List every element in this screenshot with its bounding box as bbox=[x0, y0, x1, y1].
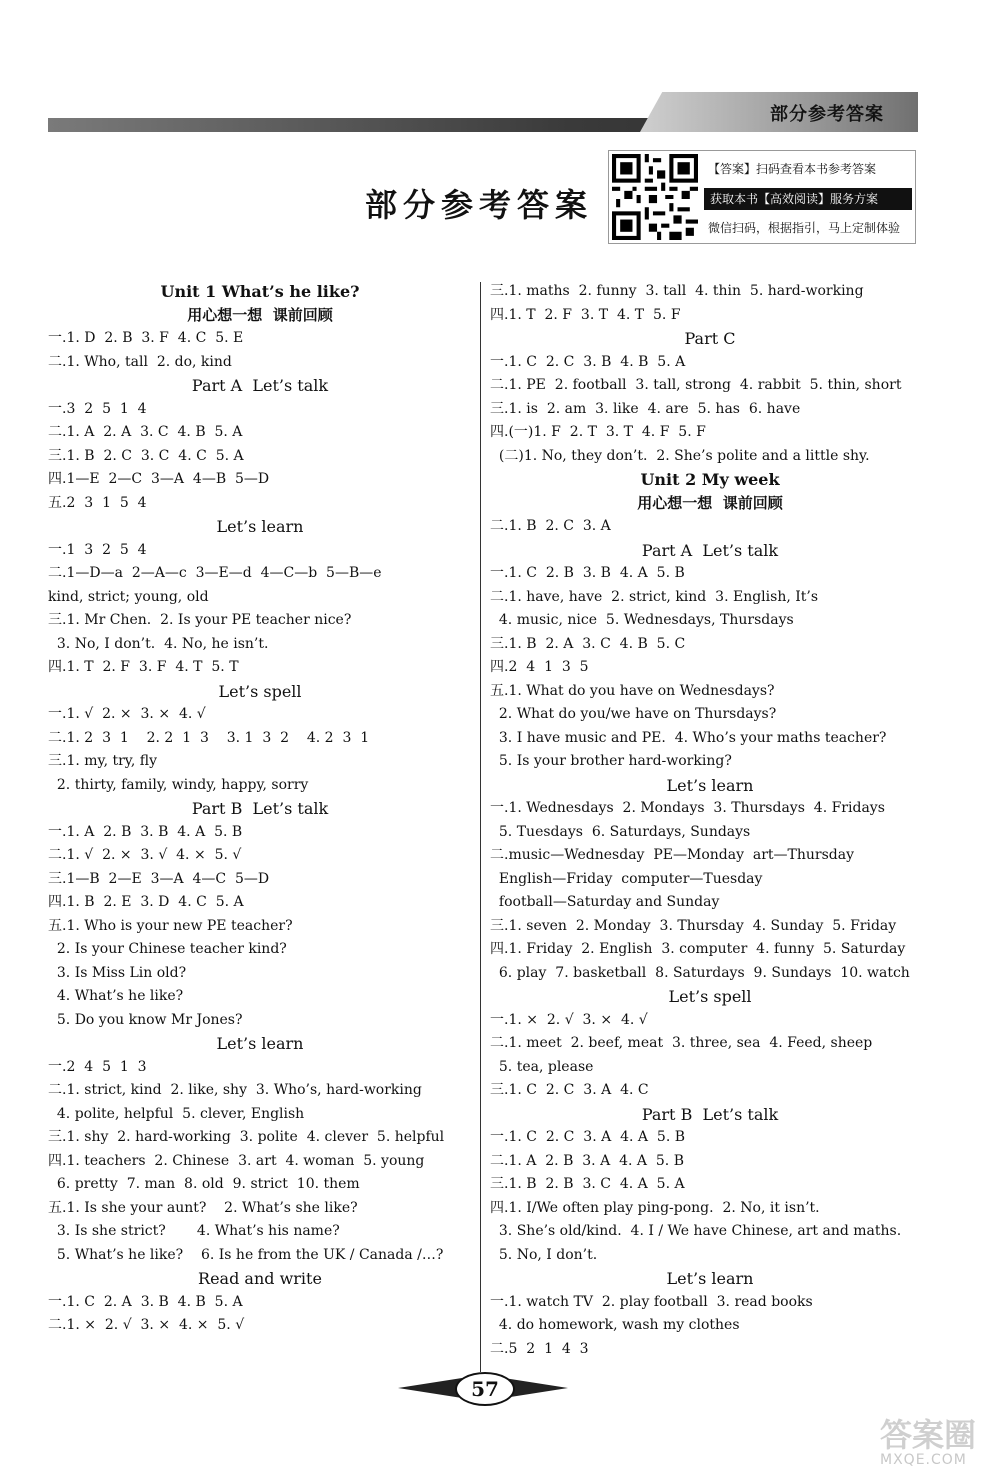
answer-line: 2. thirty, family, windy, happy, sorry bbox=[48, 776, 309, 793]
answer-line: 3. No, I don’t. 4. No, he isn’t. bbox=[48, 635, 269, 652]
watermark-logo: 答案圈 bbox=[880, 1416, 977, 1454]
section-heading: Let’s learn bbox=[216, 517, 304, 536]
answer-line: 三.1. is 2. am 3. like 4. are 5. has 6. have bbox=[490, 400, 801, 417]
answer-line: 二.1. have, have 2. strict, kind 3. English, It’s bbox=[490, 588, 819, 605]
answer-line: 一.1. C 2. C 3. A 4. A 5. B bbox=[490, 1129, 686, 1145]
answer-line: 三.1. seven 2. Monday 3. Thursday 4. Sunday 5. Friday bbox=[490, 917, 897, 934]
answer-column-left bbox=[48, 280, 472, 1338]
answer-line: 四.2 4 1 3 5 bbox=[490, 659, 589, 675]
answer-line: 一.3 2 5 1 4 bbox=[48, 400, 147, 417]
qr-caption-2: 获取本书【高效阅读】服务方案 bbox=[704, 188, 912, 210]
answer-line: 5. Is your brother hard-working? bbox=[490, 753, 732, 769]
answer-line: 5. Do you know Mr Jones? bbox=[48, 1011, 243, 1028]
answer-line: 一.1. Wednesdays 2. Mondays 3. Thursdays 4. Fridays bbox=[490, 800, 885, 816]
answer-line: 二.1. × 2. √ 3. × 4. × 5. √ bbox=[48, 1317, 245, 1333]
page-title: 部分参考答案 bbox=[365, 186, 594, 224]
answer-line: 二.1. A 2. B 3. A 4. A 5. B bbox=[490, 1152, 684, 1169]
answer-line: 4. What’s he like? bbox=[48, 988, 184, 1004]
section-heading: Let’s spell bbox=[668, 987, 752, 1006]
answer-line: 一.1. watch TV 2. play football 3. read books bbox=[490, 1293, 813, 1310]
header-tab-label: 部分参考答案 bbox=[770, 104, 884, 125]
answer-line: 四.1. B 2. E 3. D 4. C 5. A bbox=[48, 894, 244, 910]
section-heading: Let’s learn bbox=[216, 1034, 304, 1053]
section-heading: Part A Let’s talk bbox=[641, 540, 779, 560]
answer-line: 3. She’s old/kind. 4. I / We have Chinese, art and maths. bbox=[490, 1223, 902, 1239]
answer-line: 四.1. I/We often play ping-pong. 2. No, it isn’t. bbox=[490, 1199, 820, 1216]
answer-line: 一.1 3 2 5 4 bbox=[48, 541, 147, 558]
unit-heading: Unit 1 What’s he like? bbox=[160, 282, 360, 301]
answer-line: kind, strict; young, old bbox=[48, 588, 209, 605]
answer-line: 四.1—E 2—C 3—A 4—B 5—D bbox=[48, 471, 270, 487]
answer-line: 四.(一)1. F 2. T 3. T 4. F 5. F bbox=[490, 424, 706, 440]
answer-line: 三.1. maths 2. funny 3. tall 4. thin 5. hard-working bbox=[490, 283, 864, 299]
unit-heading: Unit 2 My week bbox=[640, 470, 780, 489]
section-heading: Let’s learn bbox=[666, 775, 754, 795]
qr-caption-1: 【答案】扫码查看本书参考答案 bbox=[708, 162, 877, 176]
answer-line: 五.1. Is she your aunt? 2. What’s she like? bbox=[48, 1199, 358, 1216]
answer-line: English—Friday computer—Tuesday bbox=[490, 870, 763, 887]
section-heading: Part B Let’s talk bbox=[191, 799, 329, 818]
section-heading: Part A Let’s talk bbox=[191, 376, 329, 395]
answer-line: 5. Tuesdays 6. Saturdays, Sundays bbox=[490, 823, 751, 840]
answer-line: 一.1. × 2. √ 3. × 4. √ bbox=[490, 1011, 648, 1028]
section-heading: Let’s spell bbox=[218, 681, 302, 701]
answer-line: 三.1. B 2. C 3. C 4. C 5. A bbox=[48, 447, 244, 464]
section-heading: Part B Let’s talk bbox=[641, 1104, 779, 1124]
answer-line: 一.1. C 2. B 3. B 4. A 5. B bbox=[490, 565, 685, 581]
answer-line: 四.1. teachers 2. Chinese 3. art 4. woman 5. young bbox=[48, 1152, 425, 1169]
answer-line: 二.1. A 2. A 3. C 4. B 5. A bbox=[48, 424, 243, 440]
answer-line: 三.1. C 2. C 3. A 4. C bbox=[490, 1082, 649, 1098]
section-heading: Read and write bbox=[198, 1269, 322, 1288]
qr-code-icon[interactable] bbox=[612, 154, 698, 240]
answer-line: 3. Is Miss Lin old? bbox=[48, 964, 187, 981]
answer-line: 5. What’s he like? 6. Is he from the UK / Canada /…? bbox=[48, 1246, 444, 1263]
review-heading: 用心想一想 课前回顾 bbox=[187, 305, 333, 324]
answer-line: 3. Is she strict? 4. What’s his name? bbox=[48, 1223, 340, 1239]
answer-line: football—Saturday and Sunday bbox=[490, 894, 720, 910]
answer-line: 5. No, I don’t. bbox=[490, 1246, 598, 1263]
page-number: 57 bbox=[455, 1372, 515, 1406]
answer-line: 三.1. my, try, fly bbox=[48, 753, 157, 769]
answer-line: 五.1. What do you have on Wednesdays? bbox=[490, 682, 775, 699]
answer-line: 二.1. PE 2. football 3. tall, strong 4. rabbit 5. thin, short bbox=[490, 377, 902, 393]
answer-line: 2. What do you/we have on Thursdays? bbox=[490, 706, 777, 722]
answer-line: 三.1. B 2. B 3. C 4. A 5. A bbox=[490, 1176, 685, 1192]
answer-line: 6. play 7. basketball 8. Saturdays 9. Sundays 10. watch bbox=[490, 964, 910, 981]
answer-line: 二.1. Who, tall 2. do, kind bbox=[48, 353, 232, 370]
answer-line: 二.music—Wednesday PE—Monday art—Thursday bbox=[490, 847, 855, 863]
answer-line: 4. do homework, wash my clothes bbox=[490, 1317, 740, 1333]
answer-line: 二.5 2 1 4 3 bbox=[490, 1340, 589, 1357]
column-divider bbox=[480, 282, 481, 1372]
answer-line: 二.1. 2 3 1 2. 2 1 3 3. 1 3 2 4. 2 3 1 bbox=[48, 729, 370, 746]
answer-line: 二.1. √ 2. × 3. √ 4. × 5. √ bbox=[48, 847, 242, 863]
answer-line: 二.1—D—a 2—A—c 3—E—d 4—C—b 5—B—e bbox=[48, 565, 382, 581]
answer-line: 三.1—B 2—E 3—A 4—C 5—D bbox=[48, 870, 270, 887]
answer-line: 6. pretty 7. man 8. old 9. strict 10. them bbox=[48, 1176, 360, 1192]
answer-line: 一.1. C 2. C 3. B 4. B 5. A bbox=[490, 353, 686, 370]
answer-line: 5. tea, please bbox=[490, 1058, 594, 1075]
answer-line: 二.1. strict, kind 2. like, shy 3. Who’s, hard-working bbox=[48, 1082, 422, 1098]
answer-line: 四.1. T 2. F 3. F 4. T 5. T bbox=[48, 659, 239, 675]
answer-line: 一.1. C 2. A 3. B 4. B 5. A bbox=[48, 1293, 243, 1310]
answer-line: 3. I have music and PE. 4. Who’s your maths teacher? bbox=[490, 729, 887, 746]
watermark-url: MXQE.COM bbox=[880, 1452, 967, 1468]
answer-line: 二.1. B 2. C 3. A bbox=[490, 518, 611, 534]
answer-line: 一.1. D 2. B 3. F 4. C 5. E bbox=[48, 330, 244, 346]
answer-line: 2. Is your Chinese teacher kind? bbox=[48, 941, 287, 957]
section-heading: Part C bbox=[684, 329, 736, 348]
answer-line: 五.1. Who is your new PE teacher? bbox=[48, 917, 293, 934]
answer-line: 一.1. A 2. B 3. B 4. A 5. B bbox=[48, 823, 243, 840]
answer-column-right bbox=[490, 280, 930, 1361]
section-heading: Let’s learn bbox=[666, 1269, 754, 1288]
answer-line: 二.1. meet 2. beef, meat 3. three, sea 4. Feed, sheep bbox=[490, 1035, 873, 1051]
answer-line: 四.1. Friday 2. English 3. computer 4. funny 5. Saturday bbox=[490, 941, 906, 957]
answer-line: 三.1. shy 2. hard-working 3. polite 4. clever 5. helpful bbox=[48, 1129, 445, 1145]
qr-caption-3: 微信扫码，根据指引，马上定制体验 bbox=[708, 221, 901, 235]
review-heading: 用心想一想 课前回顾 bbox=[637, 493, 783, 512]
answer-line: 一.2 4 5 1 3 bbox=[48, 1058, 147, 1075]
answer-line: 三.1. Mr Chen. 2. Is your PE teacher nice? bbox=[48, 612, 352, 628]
footer-wing-left bbox=[398, 1378, 462, 1398]
answer-line: 4. polite, helpful 5. clever, English bbox=[48, 1105, 305, 1122]
answer-line: 4. music, nice 5. Wednesdays, Thursdays bbox=[490, 612, 794, 628]
answer-line: (二)1. No, they don’t. 2. She’s polite and a little shy. bbox=[490, 447, 870, 464]
answer-line: 四.1. T 2. F 3. T 4. T 5. F bbox=[490, 306, 681, 323]
answer-line: 三.1. B 2. A 3. C 4. B 5. C bbox=[490, 635, 686, 652]
answer-line: 五.2 3 1 5 4 bbox=[48, 494, 147, 511]
answer-line: 一.1. √ 2. × 3. × 4. √ bbox=[48, 706, 206, 722]
